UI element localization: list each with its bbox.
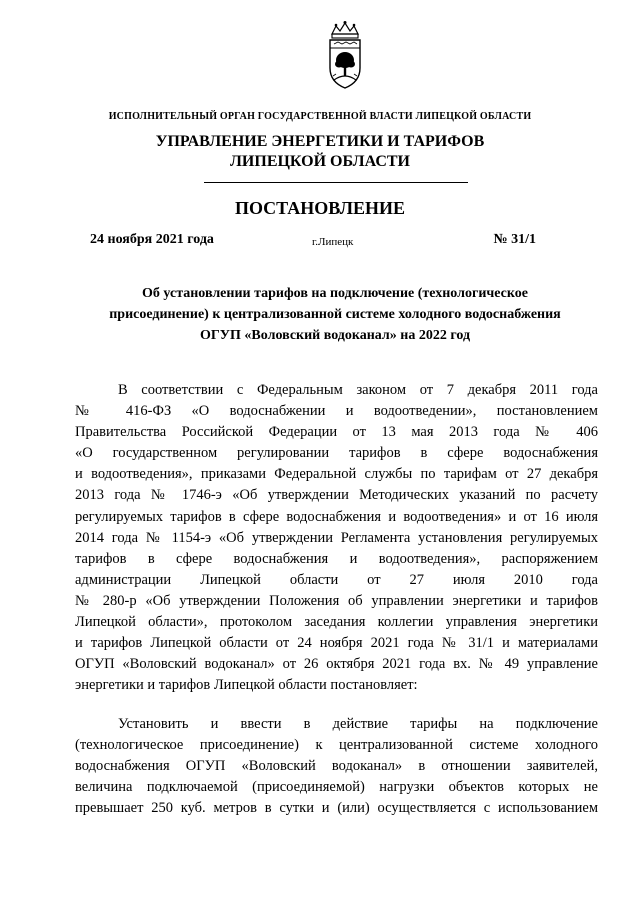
document-type: ПОСТАНОВЛЕНИЕ — [234, 198, 406, 218]
text-line: и тарифов Липецкой области от 24 ноября 2021 года № 31/1 и материалами — [75, 635, 598, 652]
organization-name: ИСПОЛНИТЕЛЬНЫЙ ОРГАН ГОСУДАРСТВЕННОЙ ВЛАСТИ ЛИПЕЦКОЙ ОБЛАСТИ — [108, 111, 532, 122]
document-title-line: присоединение) к централизованной системе холодного водоснабжения — [109, 307, 561, 322]
text-line: и водоотведения», приказами Федеральной службы по тарифам от 27 декабря — [75, 466, 598, 483]
body-paragraph-2 — [75, 714, 598, 819]
department-name-line-1: УПРАВЛЕНИЕ ЭНЕРГЕТИКИ И ТАРИФОВ — [155, 133, 485, 150]
text-line: «О государственном регулировании тарифов в сфере водоснабжения — [75, 445, 598, 462]
text-line: Установить и ввести в действие тарифы на подключение — [118, 716, 598, 732]
text-line: регулируемых тарифов в сфере водоснабжения и водоотведения» и от 16 июля — [75, 508, 598, 525]
text-line: ОГУП «Воловский водоканал» от 26 октября 2021 года вх. № 49 управление — [75, 656, 598, 673]
document-title-line: ОГУП «Воловский водоканал» на 2022 год — [199, 328, 471, 343]
text-line: Липецкой области», протоколом заседания коллегии управления энергетики — [75, 614, 598, 631]
document-title-line: Об установлении тарифов на подключение (технологическое — [142, 286, 528, 301]
text-line: величина подключаемой (присоединяемой) нагрузки объектов которых не — [75, 779, 598, 796]
document-date: 24 ноября 2021 года — [90, 232, 214, 247]
text-line: № 280-р «Об утверждении Положения об управлении энергетики и тарифов — [75, 592, 598, 609]
header-divider — [204, 182, 468, 183]
text-line: Правительства Российской Федерации от 13 мая 2013 года № 406 — [75, 424, 598, 441]
text-line: (технологическое присоединение) к централизованной системе холодного — [75, 737, 598, 754]
text-line: № 416-ФЗ «О водоснабжении и водоотведении», постановлением — [75, 403, 598, 420]
text-line: превышает 250 куб. метров в сутки и (или) осуществляется с использованием — [75, 800, 598, 817]
text-line: 2014 года № 1154-э «Об утверждении Регламента установления регулируемых — [75, 529, 598, 546]
text-line: В соответствии с Федеральным законом от 7 декабря 2011 года — [118, 382, 598, 398]
document-city: г.Липецк — [312, 236, 354, 248]
text-line: 2013 года № 1746-э «Об утверждении Методических указаний по расчету — [75, 487, 598, 504]
text-line: администрации Липецкой области от 27 июля 2010 года — [75, 571, 598, 588]
lipetsk-coat-of-arms-icon — [324, 20, 366, 92]
text-line: водоснабжения ОГУП «Воловский водоканал» в отношении заявителей, — [75, 758, 598, 775]
text-line: энергетики и тарифов Липецкой области постановляет: — [75, 677, 418, 694]
department-name-line-2: ЛИПЕЦКОЙ ОБЛАСТИ — [230, 153, 410, 170]
body-paragraph-1 — [75, 380, 598, 696]
document-number: № 31/1 — [493, 232, 536, 247]
text-line: тарифов в сфере водоснабжения и водоотведения», распоряжением — [75, 550, 598, 567]
